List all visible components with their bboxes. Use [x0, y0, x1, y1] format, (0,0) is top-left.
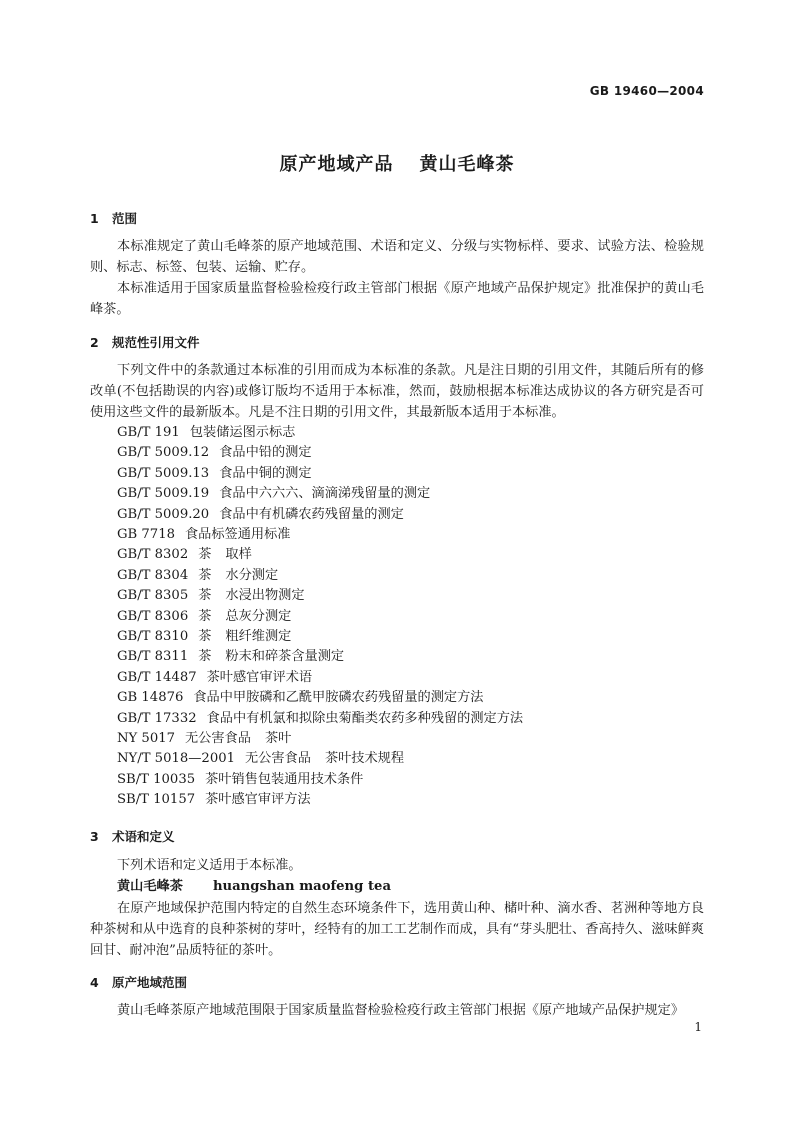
- reference-code: GB/T 5009.12: [117, 445, 210, 461]
- reference-subtitle: 水浸出物测定: [225, 588, 305, 604]
- reference-code: NY 5017: [117, 731, 175, 746]
- title-part2: 黄山毛峰茶: [419, 154, 515, 175]
- section-1-paragraph-1: 本标准规定了黄山毛峰茶的原产地域范围、术语和定义、分级与实物标样、要求、试验方法、检验规则、标志、标签、包装、运输、贮存。: [90, 239, 704, 275]
- reference-item: [117, 709, 523, 729]
- reference-item: [117, 464, 312, 484]
- reference-code: GB/T 5009.20: [117, 506, 210, 522]
- term-chinese: 黄山毛峰茶: [117, 879, 183, 894]
- reference-item: [117, 627, 291, 647]
- reference-item: [117, 505, 404, 525]
- reference-code: NY/T 5018—2001: [117, 751, 235, 767]
- reference-title: 食品中有机氯和拟除虫菊酯类农药多种残留的测定方法: [206, 710, 524, 726]
- section-2-heading: 2 规范性引用文件: [90, 335, 200, 350]
- reference-subtitle: 茶叶技术规程: [324, 751, 405, 767]
- reference-item: [117, 484, 430, 504]
- standard-number: GB 19460—2004: [589, 84, 704, 98]
- reference-item: [117, 770, 363, 790]
- reference-code: GB/T 17332: [117, 710, 197, 726]
- section-1-heading: 1 范围: [90, 211, 138, 226]
- reference-item: [117, 688, 484, 708]
- reference-title: 茶叶销售包装通用技术条件: [205, 771, 364, 787]
- reference-title: 食品标签通用标准: [184, 527, 291, 542]
- section-2-intro: 下列文件中的条款通过本标准的引用而成为本标准的条款。凡是注日期的引用文件，其随后所有的修改单(不包括勘误的内容)或修订版均不适用于本标准，然而，鼓励根据本标准达成协议的各方研究是否可使用这些文件的最新版本。凡是不注日期的引用文件，其最新版本适用于本标准。: [90, 363, 704, 420]
- reference-code: SB/T 10157: [117, 792, 196, 808]
- reference-code: GB/T 8304: [117, 567, 189, 583]
- reference-code: GB/T 8310: [117, 629, 189, 644]
- reference-code: GB/T 5009.13: [117, 465, 210, 481]
- reference-item: [117, 647, 344, 667]
- reference-code: GB/T 8311: [117, 649, 189, 665]
- reference-item: [117, 607, 291, 627]
- reference-title: 茶: [198, 629, 212, 644]
- reference-title: 茶: [198, 608, 212, 624]
- document-title: [0, 150, 794, 176]
- term-definition: 在原产地域保护范围内特定的自然生态环境条件下，选用黄山种、槠叶种、滴水香、茗洲种等地方良种茶树和从中选育的良种茶树的芽叶，经特有的加工工艺制作而成，具有“芽头肥壮、香高持久、滋味鲜爽回甘、耐冲泡”品质特征的茶叶。: [90, 901, 704, 958]
- reference-title: 茶: [198, 649, 212, 665]
- section-4-paragraph: 黄山毛峰茶原产地域范围限于国家质量监督检验检疫行政主管部门根据《原产地域产品保护规定》: [117, 1003, 685, 1018]
- reference-title: 食品中有机磷农药残留量的测定: [219, 506, 404, 522]
- reference-code: GB 7718: [117, 527, 175, 542]
- reference-title: 茶: [198, 567, 212, 583]
- reference-title: 茶: [198, 588, 212, 604]
- reference-item: [117, 545, 252, 565]
- reference-subtitle: 取样: [225, 547, 252, 563]
- reference-title: 食品中甲胺磷和乙酰甲胺磷农药残留量的测定方法: [193, 690, 484, 706]
- reference-item: [117, 729, 291, 749]
- reference-title: 茶叶感官审评方法: [205, 792, 311, 808]
- reference-code: SB/T 10035: [117, 771, 196, 787]
- reference-title: 食品中六六六、滴滴涕残留量的测定: [219, 486, 431, 502]
- reference-title: 食品中铅的测定: [219, 445, 312, 461]
- reference-title: 茶: [198, 547, 212, 563]
- reference-code: GB/T 8305: [117, 588, 189, 604]
- reference-subtitle: 水分测定: [225, 567, 279, 583]
- reference-title: 包装储运图示标志: [189, 425, 296, 440]
- reference-subtitle: 粉末和碎茶含量测定: [225, 649, 345, 665]
- reference-code: GB/T 5009.19: [117, 486, 210, 502]
- reference-code: GB/T 14487: [117, 669, 197, 685]
- reference-title: 无公害食品: [245, 751, 311, 767]
- reference-title: 茶叶感官审评术语: [206, 669, 313, 685]
- term-entry: [117, 876, 391, 897]
- reference-code: GB/T 8306: [117, 608, 189, 624]
- reference-item: [117, 566, 278, 586]
- reference-item: [117, 443, 312, 463]
- reference-title: 食品中铜的测定: [219, 465, 312, 481]
- section-3-intro: 下列术语和定义适用于本标准。: [117, 858, 302, 873]
- reference-code: GB/T 8302: [117, 547, 189, 563]
- reference-item: [117, 525, 290, 545]
- term-english: huangshan maofeng tea: [212, 879, 391, 894]
- section-4-heading: 4 原产地域范围: [90, 975, 188, 990]
- reference-code: GB/T 191: [117, 425, 180, 440]
- section-3-heading: 3 术语和定义: [90, 829, 175, 844]
- reference-subtitle: 粗纤维测定: [225, 629, 292, 644]
- title-part1: 原产地域产品: [279, 154, 394, 175]
- page-number: 1: [694, 1020, 702, 1034]
- reference-item: [117, 790, 311, 810]
- reference-title: 无公害食品: [185, 731, 251, 746]
- reference-item: [117, 749, 404, 769]
- reference-item: [117, 668, 312, 688]
- section-1-paragraph-2: 本标准适用于国家质量监督检验检疫行政主管部门根据《原产地域产品保护规定》批准保护的黄山毛峰茶。: [90, 281, 704, 317]
- reference-item: [117, 586, 305, 606]
- reference-subtitle: 总灰分测定: [225, 608, 292, 624]
- reference-code: GB 14876: [117, 690, 184, 706]
- reference-subtitle: 茶叶: [264, 731, 292, 746]
- reference-item: [117, 423, 295, 443]
